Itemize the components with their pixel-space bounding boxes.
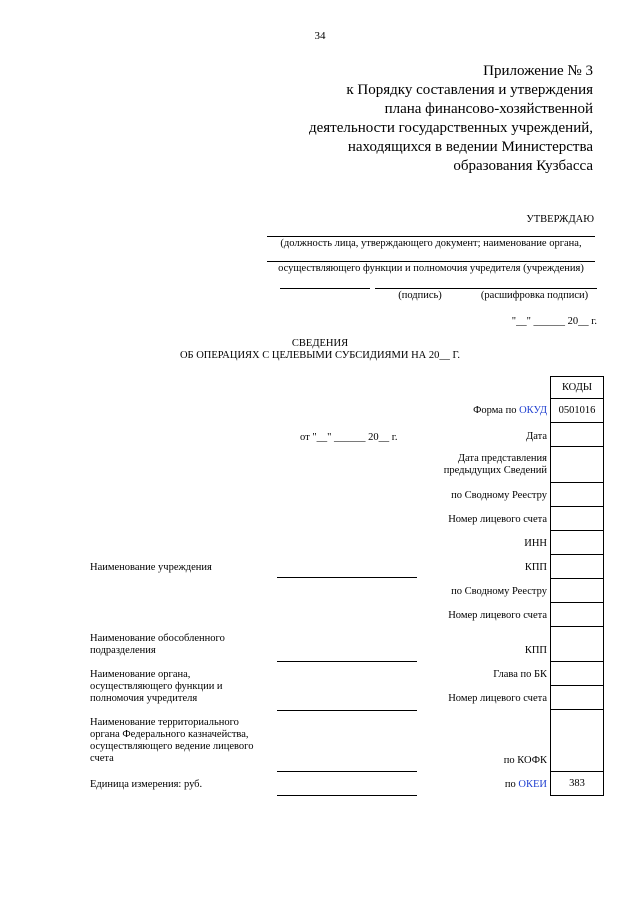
appendix-header [253, 62, 593, 176]
codes-table [550, 376, 604, 796]
institution-label: Наименование учреждения [90, 562, 212, 573]
okud-code-cell[interactable]: 0501016 [551, 399, 604, 423]
signature-line-right [375, 288, 597, 289]
consolidated-registry-cell-2[interactable] [551, 579, 604, 603]
unit-label: Единица измерения: руб. [90, 779, 203, 790]
appendix-line: Приложение № 3 [483, 63, 593, 79]
prev-submit-label-2: предыдущих Сведений [443, 465, 547, 476]
appendix-line: плана финансово-хозяйственной [384, 101, 593, 117]
treasury-label: Наименование территориального органа Федерального казначейства, осуществляющего ведение лицевого счета [90, 717, 254, 764]
subdivision-label: Наименование обособленного подразделения [90, 633, 225, 656]
okei-code-cell[interactable]: 383 [551, 772, 604, 796]
prev-submit-label-1: Дата представления [457, 453, 547, 464]
form-okud-label: Форма по ОКУД [473, 405, 547, 416]
account-number-label-3: Номер лицевого счета [448, 693, 547, 704]
inn-label: ИНН [524, 538, 547, 549]
consolidated-registry-label-2: по Сводному Реестру [451, 586, 547, 597]
page-number: 34 [314, 30, 326, 42]
institution-name-line[interactable] [277, 577, 417, 578]
appendix-line: к Порядку составления и утверждения [346, 82, 593, 98]
authority-label: Наименование органа, осуществляющего функции и полномочия учредителя [90, 669, 223, 704]
authority-name-hint: осуществляющего функции и полномочия учредителя (учреждения) [278, 263, 584, 274]
account-number-cell-3[interactable] [551, 686, 604, 710]
appendix-line: образования Кузбасса [453, 158, 593, 174]
account-number-label-2: Номер лицевого счета [448, 610, 547, 621]
kpp-label: КПП [524, 562, 547, 573]
account-number-cell-2[interactable] [551, 603, 604, 627]
unit-line[interactable] [277, 795, 417, 796]
authority-name-line [267, 261, 595, 262]
treasury-name-line[interactable] [277, 771, 417, 772]
okei-link[interactable]: ОКЕИ [518, 779, 547, 790]
account-number-cell[interactable] [551, 507, 604, 531]
bk-head-label: Глава по БК [493, 669, 547, 680]
okud-link[interactable]: ОКУД [519, 405, 547, 416]
kpp-cell[interactable] [551, 555, 604, 579]
approver-position-hint: (должность лица, утверждающего документ; наименование органа, [280, 238, 582, 249]
inn-cell[interactable] [551, 531, 604, 555]
signature-line-left [280, 288, 370, 289]
codes-header: КОДЫ [551, 377, 604, 399]
consolidated-registry-label: по Сводному Реестру [451, 490, 547, 501]
authority-name-field-line[interactable] [277, 710, 417, 711]
kofk-label: по КОФК [503, 755, 547, 766]
approval-date: "__" ______ 20__ г. [511, 316, 597, 327]
kpp-label-2: КПП [524, 645, 547, 656]
kofk-cell[interactable] [551, 710, 604, 772]
appendix-line: находящихся в ведении Министерства [347, 139, 593, 155]
okei-label: по ОКЕИ [504, 779, 547, 790]
consolidated-registry-cell[interactable] [551, 483, 604, 507]
date-cell[interactable] [551, 423, 604, 447]
prev-submit-cell[interactable] [551, 447, 604, 483]
subdivision-name-line[interactable] [277, 661, 417, 662]
date-label: Дата [526, 431, 547, 442]
appendix-line: деятельности государственных учреждений, [308, 120, 593, 136]
doc-subtitle: ОБ ОПЕРАЦИЯХ С ЦЕЛЕВЫМИ СУБСИДИЯМИ НА 20__ Г. [179, 350, 461, 361]
doc-title: СВЕДЕНИЯ [291, 338, 349, 349]
kpp-cell-2[interactable] [551, 627, 604, 662]
signature-decode-hint: (расшифровка подписи) [480, 290, 589, 301]
signature-hint: (подпись) [398, 290, 442, 301]
approval-title: УТВЕРЖДАЮ [526, 214, 594, 225]
account-number-label: Номер лицевого счета [448, 514, 547, 525]
from-date: от "__" ______ 20__ г. [300, 432, 398, 443]
approver-position-line [267, 236, 595, 237]
bk-head-cell[interactable] [551, 662, 604, 686]
